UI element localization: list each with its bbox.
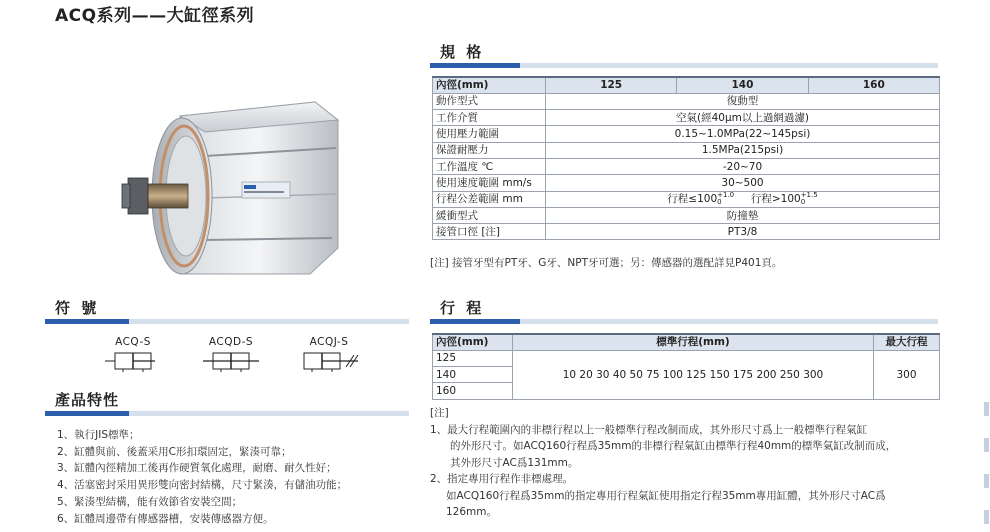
note-line: 如ACQ160行程爲35mm的指定專用行程氣缸使用指定行程35mm專用缸體，其外形尺寸AC爲 — [446, 489, 886, 502]
row-label: 保證耐壓力 — [433, 142, 546, 158]
list-item: 5、緊湊型結構，能有效節省安裝空間； — [57, 495, 243, 508]
cylinder-symbol-icon — [103, 350, 163, 372]
list-item: 6、缸體周邊帶有傳感器槽，安裝傳感器方便。 — [57, 512, 274, 525]
table-row — [433, 93, 940, 109]
note-line: 2、指定專用行程作非標處理。 — [430, 473, 574, 485]
symbol-name: ACQ-S — [115, 336, 151, 348]
note-line: 1、最大行程範圍內的非標行程以上一般標準行程改制而成，其外形尺寸爲上一般標準行程氣缸 — [430, 423, 868, 436]
tolerance-b-upper: +1.5 — [800, 191, 818, 200]
spec-note: [注] 接管牙型有PT牙、G牙、NPT牙可選；另：傳感器的選配詳見P401頁。 — [430, 257, 783, 269]
adjustable-stroke-symbol-icon — [296, 350, 362, 372]
bore-cell: 125 — [433, 350, 513, 366]
stroke-section-title: 行 程 — [440, 299, 485, 317]
edge-marker — [984, 474, 989, 488]
header-bore: 內徑(mm) — [433, 77, 546, 93]
table-row — [433, 175, 940, 191]
bore-cell: 160 — [433, 383, 513, 399]
header-max: 最大行程 — [874, 334, 940, 350]
edge-marker — [984, 510, 989, 524]
tolerance-a-lower: 0 — [717, 198, 722, 207]
page-title: ACQ系列——大缸徑系列 — [55, 6, 255, 26]
row-value: 防撞墊 — [546, 207, 940, 223]
stroke-notes — [430, 405, 950, 521]
row-value: 1.5MPa(215psi) — [546, 142, 940, 158]
spec-table — [432, 76, 940, 240]
list-item: 3、缸體內徑精加工後再作硬質氧化處理，耐磨、耐久性好； — [57, 462, 337, 475]
list-item: 1、執行JIS標準； — [57, 429, 140, 441]
row-label: 使用速度範圍 mm/s — [433, 175, 546, 191]
list-item: 4、活塞密封采用異形雙向密封結構，尺寸緊湊，有儲油功能； — [57, 479, 348, 492]
edge-marker — [984, 402, 989, 416]
note-line: 126mm。 — [446, 506, 497, 518]
symbol-acq-s — [98, 336, 168, 376]
symbol-acqj-s — [294, 336, 364, 376]
tolerance-a: 行程≤100 — [667, 193, 718, 206]
header-standard: 標準行程(mm) — [513, 334, 874, 350]
table-row — [433, 191, 940, 207]
table-row — [433, 350, 940, 366]
symbol-name: ACQD-S — [208, 336, 254, 348]
row-value: -20~70 — [546, 158, 940, 174]
tolerance-value — [546, 191, 940, 207]
stroke-section-header — [430, 296, 938, 324]
tolerance-b: 行程>100 — [750, 193, 801, 206]
table-row — [433, 142, 940, 158]
bore-cell: 140 — [433, 367, 513, 383]
list-item: 2、缸體與前、後蓋采用C形扣環固定，緊湊可靠； — [57, 445, 292, 458]
table-row — [433, 224, 940, 240]
symbol-section-header — [45, 296, 409, 324]
header-125: 125 — [546, 77, 677, 93]
spec-section-title: 規 格 — [440, 43, 485, 61]
max-stroke: 300 — [874, 350, 940, 399]
row-label: 使用壓力範圍 — [433, 126, 546, 142]
note-line: 其外形尺寸AC爲131mm。 — [450, 456, 579, 469]
stroke-header-row — [433, 334, 940, 350]
note-line: 的外形尺寸。如ACQ160行程爲35mm的非標行程氣缸由標準行程40mm的標準氣缸改制而成， — [450, 440, 897, 452]
table-row — [433, 110, 940, 126]
row-value: 0.15~1.0MPa(22~145psi) — [546, 126, 940, 142]
symbol-acqd-s — [196, 336, 266, 376]
cylinder-photo — [110, 98, 350, 288]
row-value: 30~500 — [546, 175, 940, 191]
row-label: 緩衝型式 — [433, 207, 546, 223]
row-label: 行程公差範圍 mm — [433, 191, 546, 207]
spec-header-row — [433, 77, 940, 93]
row-label: 工作介質 — [433, 110, 546, 126]
row-label: 接管口徑 [注] — [433, 224, 546, 240]
tolerance-a-upper: +1.0 — [717, 191, 735, 200]
row-label: 工作溫度 ℃ — [433, 158, 546, 174]
row-value: 復動型 — [546, 93, 940, 109]
symbol-section-title: 符 號 — [55, 299, 100, 317]
stroke-table — [432, 333, 940, 400]
row-value: PT3/8 — [546, 224, 940, 240]
features-section-title: 產品特性 — [55, 391, 120, 409]
note-tag: [注] — [430, 407, 449, 419]
row-value: 空氣(經40μm以上過網過濾) — [546, 110, 940, 126]
features-list — [57, 427, 347, 527]
table-row — [433, 126, 940, 142]
header-160: 160 — [808, 77, 939, 93]
symbol-name: ACQJ-S — [309, 336, 349, 348]
table-row — [433, 158, 940, 174]
standard-strokes: 10 20 30 40 50 75 100 125 150 175 200 250 300 — [513, 350, 874, 399]
spec-section-header — [430, 40, 938, 68]
features-section-header — [45, 388, 409, 416]
double-rod-symbol-icon — [201, 350, 261, 372]
table-row — [433, 207, 940, 223]
header-140: 140 — [677, 77, 808, 93]
tolerance-b-lower: 0 — [800, 198, 806, 207]
header-bore: 內徑(mm) — [433, 334, 513, 350]
edge-marker — [984, 438, 989, 452]
row-label: 動作型式 — [433, 93, 546, 109]
